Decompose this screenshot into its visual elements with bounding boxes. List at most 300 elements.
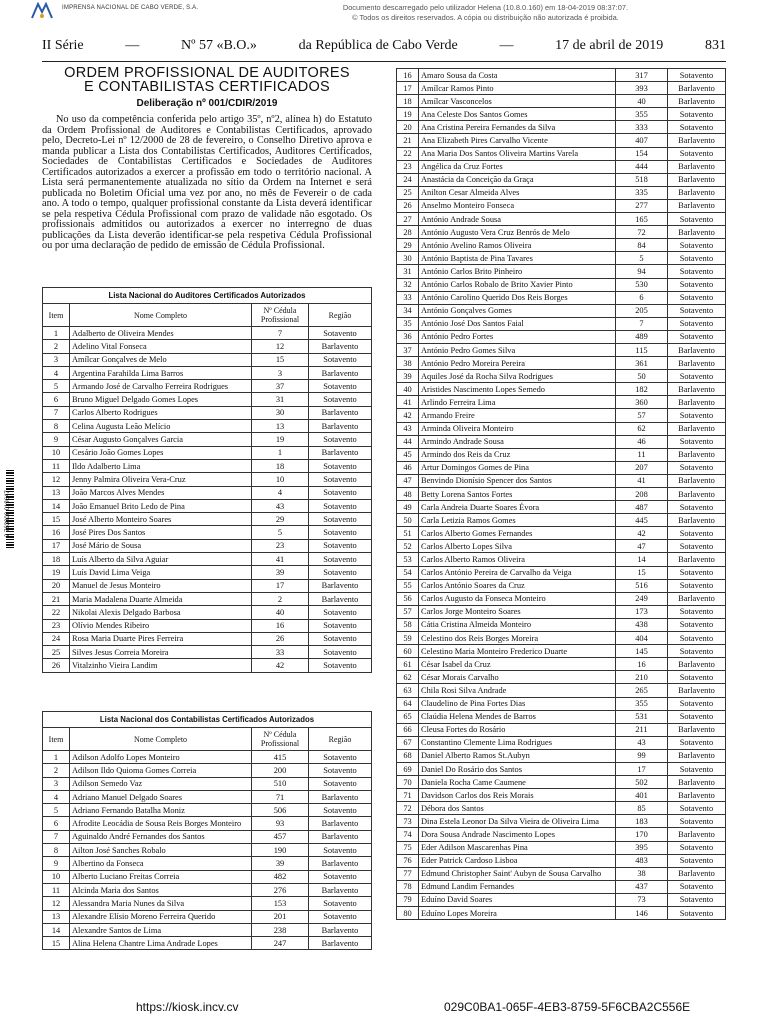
region: Barlavento: [309, 883, 372, 896]
card-number: 71: [252, 790, 309, 803]
region: Sotavento: [309, 380, 372, 393]
full-name: Daniela Rocha Came Caumene: [419, 776, 616, 789]
item-number: 57: [397, 605, 419, 618]
region: Sotavento: [309, 619, 372, 632]
card-number: 445: [616, 514, 668, 527]
table-row: [43, 420, 372, 433]
table-row: [43, 539, 372, 552]
table-row: [397, 108, 726, 121]
region: Barlavento: [309, 790, 372, 803]
card-number: 170: [616, 828, 668, 841]
item-number: 46: [397, 461, 419, 474]
table-row: [43, 473, 372, 486]
region: Sotavento: [668, 815, 726, 828]
table-row: [397, 82, 726, 95]
item-number: 54: [397, 566, 419, 579]
full-name: António Pedro Fortes: [419, 330, 616, 343]
region: Barlavento: [668, 776, 726, 789]
page-header: II Série — Nº 57 «B.O.» da República de Cabo Verde — 17 de abril de 2019 831: [42, 38, 726, 53]
full-name: Celestino dos Reis Borges Moreira: [419, 632, 616, 645]
full-name: Celina Augusta Leão Melício: [70, 420, 252, 433]
table-row: [397, 134, 726, 147]
item-number: 75: [397, 841, 419, 854]
table-row: [397, 658, 726, 671]
item-number: 21: [43, 592, 70, 605]
table-row: [397, 121, 726, 134]
table-row: [397, 841, 726, 854]
full-name: Carlos Alberto Lopes Silva: [419, 540, 616, 553]
region: Sotavento: [668, 108, 726, 121]
full-name: Dina Estela Leonor Da Silva Vieira de Oliveira Lima: [419, 815, 616, 828]
item-number: 70: [397, 776, 419, 789]
card-number: 395: [616, 841, 668, 854]
table-row: [397, 684, 726, 697]
table-row: [397, 409, 726, 422]
footer-url[interactable]: https://kiosk.incv.cv: [136, 1000, 239, 1014]
full-name: Adriano Fernando Batalha Moniz: [70, 804, 252, 817]
item-number: 35: [397, 317, 419, 330]
item-number: 2: [43, 340, 70, 353]
card-number: 42: [252, 659, 309, 672]
region: Barlavento: [309, 937, 372, 950]
full-name: Alessandra Maria Nunes da Silva: [70, 897, 252, 910]
region: Sotavento: [668, 893, 726, 906]
full-name: António Baptista de Pina Tavares: [419, 252, 616, 265]
card-number: 2: [252, 592, 309, 605]
full-name: Bruno Miguel Delgado Gomes Lopes: [70, 393, 252, 406]
item-number: 64: [397, 697, 419, 710]
card-number: 33: [252, 646, 309, 659]
card-number: 31: [252, 393, 309, 406]
full-name: Eder Adilson Mascarenhas Pina: [419, 841, 616, 854]
table-row: [397, 474, 726, 487]
item-number: 61: [397, 658, 419, 671]
table-caption: Lista Nacional do Auditores Certificados Autorizados: [43, 288, 372, 304]
region: Sotavento: [668, 802, 726, 815]
table-row: [43, 459, 372, 472]
full-name: Carlos Jorge Monteiro Soares: [419, 605, 616, 618]
table-row: [397, 618, 726, 631]
table-row: [397, 501, 726, 514]
table-row: [43, 366, 372, 379]
full-name: António José Dos Santos Faial: [419, 317, 616, 330]
full-name: Alberto Luciano Freitas Correia: [70, 870, 252, 883]
region: Barlavento: [668, 357, 726, 370]
table-row: [43, 553, 372, 566]
card-number: 3: [252, 366, 309, 379]
barcode-number: 2 763000 019647: [5, 490, 11, 537]
item-number: 79: [397, 893, 419, 906]
card-number: 153: [252, 897, 309, 910]
card-number: 46: [616, 435, 668, 448]
region: Sotavento: [668, 147, 726, 160]
full-name: Carlos Alberto Gomes Fernandes: [419, 527, 616, 540]
card-number: 335: [616, 186, 668, 199]
card-number: 457: [252, 830, 309, 843]
series: II Série: [42, 38, 84, 53]
region: Sotavento: [668, 501, 726, 514]
card-number: 154: [616, 147, 668, 160]
region: Barlavento: [668, 684, 726, 697]
region: Sotavento: [309, 646, 372, 659]
article-title: ORDEM PROFISSIONAL DE AUDITORES E CONTABILISTAS CERTIFICADOS: [64, 65, 350, 95]
region: Sotavento: [668, 854, 726, 867]
table-row: [397, 527, 726, 540]
full-name: Angélica da Cruz Fortes: [419, 160, 616, 173]
full-name: Anselmo Monteiro Fonseca: [419, 199, 616, 212]
card-number: 506: [252, 804, 309, 817]
card-number: 502: [616, 776, 668, 789]
region: Barlavento: [668, 186, 726, 199]
card-number: 333: [616, 121, 668, 134]
region: Sotavento: [668, 121, 726, 134]
region: Barlavento: [309, 446, 372, 459]
item-number: 9: [43, 433, 70, 446]
full-name: Edmund Landim Fernandes: [419, 880, 616, 893]
item-number: 11: [43, 883, 70, 896]
region: Barlavento: [668, 867, 726, 880]
card-number: 40: [252, 606, 309, 619]
full-name: Ailton José Sanches Robalo: [70, 844, 252, 857]
card-number: 415: [252, 751, 309, 764]
item-number: 13: [43, 486, 70, 499]
table-row: [397, 226, 726, 239]
region: Barlavento: [668, 199, 726, 212]
region: Barlavento: [309, 830, 372, 843]
table-row: [397, 540, 726, 553]
item-number: 36: [397, 330, 419, 343]
region: Barlavento: [309, 406, 372, 419]
table-row: [397, 867, 726, 880]
region: Sotavento: [309, 804, 372, 817]
item-number: 44: [397, 435, 419, 448]
card-number: 43: [252, 499, 309, 512]
table-row: [43, 380, 372, 393]
full-name: Afrodite Leocádia de Sousa Reis Borges Monteiro: [70, 817, 252, 830]
region: Barlavento: [309, 857, 372, 870]
full-name: José Mário de Sousa: [70, 539, 252, 552]
region: Sotavento: [309, 553, 372, 566]
card-number: 265: [616, 684, 668, 697]
card-number: 93: [252, 817, 309, 830]
full-name: Luís Alberto da Silva Aguiar: [70, 553, 252, 566]
table-row: [397, 239, 726, 252]
table-row: [43, 499, 372, 512]
region: Sotavento: [309, 473, 372, 486]
card-number: 6: [616, 291, 668, 304]
institution-name: IMPRENSA NACIONAL DE CABO VERDE, S.A.: [62, 5, 199, 11]
card-number: 5: [252, 526, 309, 539]
card-number: 17: [616, 762, 668, 775]
full-name: Eduíno Lopes Moreira: [419, 907, 616, 920]
item-number: 5: [43, 804, 70, 817]
table-row: [397, 605, 726, 618]
deliberation-number: Deliberação nº 001/CDIR/2019: [136, 98, 278, 109]
region: Barlavento: [668, 828, 726, 841]
card-number: 16: [616, 658, 668, 671]
item-number: 62: [397, 671, 419, 684]
region: Barlavento: [668, 160, 726, 173]
region: Barlavento: [668, 514, 726, 527]
region: Barlavento: [309, 592, 372, 605]
item-number: 80: [397, 907, 419, 920]
table-row: [43, 592, 372, 605]
full-name: Alcinda Maria dos Santos: [70, 883, 252, 896]
card-number: 360: [616, 396, 668, 409]
item-number: 18: [397, 95, 419, 108]
item-number: 1: [43, 327, 70, 340]
card-number: 145: [616, 645, 668, 658]
card-number: 438: [616, 618, 668, 631]
card-number: 205: [616, 304, 668, 317]
auditors-table: Lista Nacional do Auditores Certificados Autorizados Item Nome Completo Nº Cédula Profissional Região 1 Adalberto de Oliveira Mendes 7 Sotavento 2 Adelino Vital Fonseca 12 Barlavento 3 Amílcar Gonçalves de Melo 15 Sotavento 4 Argentina Farahilda Lima Barros 3 Barlavento 5 Armando José de Carvalho Ferreira Rodrigues 37 Sotavento 6 Bruno Miguel Delgado Gomes Lopes 31 Sotavento 7 Carlos Alberto Rodrigues 30 Barlavento 8 Celina Augusta Leão Melício 13 Barlavento 9 César Augusto Gonçalves Garcia 19 Sotavento 10 Cesário João Gomes Lopes 1 Barlavento 11 Ildo Adalberto Lima 18 Sotavento 12 Jenny Palmira Oliveira Vera-Cruz 10 Sotavento 13 João Marcos Alves Mendes 4 Sotavento 14 João Emanuel Brito Ledo de Pina 43 Sotavento 15 José Alberto Monteiro Soares 29 Sotavento 16 José Pires Dos Santos 5 Sotavento 17 José Mário de Sousa 23 Sotavento 18 Luís Alberto da Silva Aguiar 41 Sotavento 19 Luís David Lima Veiga 39 Sotavento 20 Manuel de Jesus Monteiro 17 Barlavento 21 Maria Madalena Duarte Almeida 2 Barlavento 22 Nikolai Alexis Delgado Barbosa 40 Sotavento 23 Olívio Mendes Ribeiro 16 Sotavento 24 Rosa Maria Duarte Pires Ferreira 26 Sotavento 25 Silves Jesus Correia Moreira 33 Sotavento 26 Vitalzinho Vieira Landim 42 Sotavento: [42, 287, 372, 673]
item-number: 5: [43, 380, 70, 393]
table-row: [43, 897, 372, 910]
download-notice: Documento descarregado pelo utilizador Helena (10.8.0.160) em 18-04-2019 08:37:07. © Todos os direitos reservados. A cópia ou distribuição não autorizada é proibida.: [342, 3, 628, 22]
item-number: 29: [397, 239, 419, 252]
region: Sotavento: [668, 278, 726, 291]
region: Sotavento: [668, 265, 726, 278]
card-number: 361: [616, 357, 668, 370]
full-name: António Augusto Vera Cruz Benrós de Melo: [419, 226, 616, 239]
region: Sotavento: [309, 499, 372, 512]
region: Sotavento: [309, 566, 372, 579]
item-number: 50: [397, 514, 419, 527]
full-name: António Carlos Robalo de Brito Xavier Pinto: [419, 278, 616, 291]
full-name: Amaro Sousa da Costa: [419, 69, 616, 82]
full-name: Claúdia Helena Mendes de Barros: [419, 710, 616, 723]
table-row: [43, 751, 372, 764]
table-row: [397, 907, 726, 920]
card-number: 487: [616, 501, 668, 514]
full-name: Carlos Alberto Rodrigues: [70, 406, 252, 419]
full-name: Nikolai Alexis Delgado Barbosa: [70, 606, 252, 619]
card-number: 19: [252, 433, 309, 446]
item-number: 74: [397, 828, 419, 841]
full-name: Aristides Nascimento Lopes Semedo: [419, 383, 616, 396]
item-number: 14: [43, 499, 70, 512]
table-row: [397, 357, 726, 370]
item-number: 66: [397, 723, 419, 736]
accountants-table: Lista Nacional dos Contabilistas Certificados Autorizados Item Nome Completo Nº Cédula Profissional Região 1 Adilson Adolfo Lopes Monteiro 415 Sotavento 2 Adilson Ildo Quioma Gomes Correia 200 Sotavento 3 Adilson Semedo Vaz 510 Sotavento 4 Adriano Manuel Delgado Soares 71 Barlavento 5 Adriano Fernando Batalha Moniz 506 Sotavento 6 Afrodite Leocádia de Sousa Reis Borges Monteiro 93 Barlavento 7 Aguinaldo André Fernandes dos Santos 457 Barlavento 8 Ailton José Sanches Robalo 190 Sotavento 9 Albertino da Fonseca 39 Barlavento 10 Alberto Luciano Freitas Correia 482 Sotavento 11 Alcinda Maria dos Santos 276 Barlavento 12 Alessandra Maria Nunes da Silva 153 Sotavento 13 Alexandre Elísio Moreno Ferreira Querido 201 Sotavento 14 Alexandre Santos de Lima 238 Barlavento 15 Alina Helena Chantre Lima Andrade Lopes 247 Barlavento: [42, 711, 372, 950]
item-number: 22: [397, 147, 419, 160]
card-number: 10: [252, 473, 309, 486]
region: Sotavento: [668, 841, 726, 854]
full-name: Jenny Palmira Oliveira Vera-Cruz: [70, 473, 252, 486]
full-name: João Marcos Alves Mendes: [70, 486, 252, 499]
table-row: [397, 645, 726, 658]
item-number: 38: [397, 357, 419, 370]
item-number: 25: [43, 646, 70, 659]
item-number: 20: [397, 121, 419, 134]
table-row: [397, 370, 726, 383]
full-name: Adelino Vital Fonseca: [70, 340, 252, 353]
full-name: Adilson Ildo Quioma Gomes Correia: [70, 764, 252, 777]
item-number: 73: [397, 815, 419, 828]
region: Sotavento: [309, 632, 372, 645]
item-number: 34: [397, 304, 419, 317]
item-number: 18: [43, 553, 70, 566]
item-number: 17: [43, 539, 70, 552]
full-name: Cleusa Fortes do Rosário: [419, 723, 616, 736]
item-number: 27: [397, 213, 419, 226]
full-name: João Emanuel Brito Ledo de Pina: [70, 499, 252, 512]
region: Sotavento: [309, 433, 372, 446]
item-number: 59: [397, 632, 419, 645]
full-name: Adriano Manuel Delgado Soares: [70, 790, 252, 803]
table-row: [43, 923, 372, 936]
table-caption: Lista Nacional dos Contabilistas Certificados Autorizados: [43, 712, 372, 728]
item-number: 7: [43, 830, 70, 843]
full-name: Alexandre Elísio Moreno Ferreira Querido: [70, 910, 252, 923]
card-number: 165: [616, 213, 668, 226]
full-name: César Isabel da Cruz: [419, 658, 616, 671]
card-number: 482: [252, 870, 309, 883]
item-number: 15: [43, 513, 70, 526]
card-number: 115: [616, 343, 668, 356]
item-number: 56: [397, 592, 419, 605]
region: Barlavento: [668, 383, 726, 396]
card-number: 183: [616, 815, 668, 828]
full-name: Artur Domingos Gomes de Pina: [419, 461, 616, 474]
table-row: [43, 433, 372, 446]
table-row: [43, 870, 372, 883]
item-number: 58: [397, 618, 419, 631]
full-name: Daniel Alberto Ramos St.Aubyn: [419, 749, 616, 762]
card-number: 404: [616, 632, 668, 645]
card-number: 1: [252, 446, 309, 459]
card-number: 26: [252, 632, 309, 645]
region: Sotavento: [668, 213, 726, 226]
item-number: 6: [43, 817, 70, 830]
table-row: [397, 252, 726, 265]
full-name: Anastácia da Conceição da Graça: [419, 173, 616, 186]
full-name: Carlos António Soares da Cruz: [419, 579, 616, 592]
card-number: 401: [616, 789, 668, 802]
table-row: [397, 69, 726, 82]
full-name: António Carolino Querido Dos Reis Borges: [419, 291, 616, 304]
item-number: 4: [43, 366, 70, 379]
full-name: Olívio Mendes Ribeiro: [70, 619, 252, 632]
full-name: Carla Andreia Duarte Soares Évora: [419, 501, 616, 514]
table-row: [397, 802, 726, 815]
region: Sotavento: [668, 697, 726, 710]
full-name: Carlos Augusto da Fonseca Monteiro: [419, 592, 616, 605]
card-number: 530: [616, 278, 668, 291]
item-number: 68: [397, 749, 419, 762]
item-number: 71: [397, 789, 419, 802]
card-number: 17: [252, 579, 309, 592]
full-name: Ildo Adalberto Lima: [70, 459, 252, 472]
table-row: [397, 893, 726, 906]
full-name: Silves Jesus Correia Moreira: [70, 646, 252, 659]
item-number: 55: [397, 579, 419, 592]
table-row: [43, 632, 372, 645]
region: Sotavento: [668, 317, 726, 330]
region: Barlavento: [668, 474, 726, 487]
article-body: No uso da competência conferida pelo artigo 35º, nº2, alínea h) do Estatuto da Ordem Profissional de Auditores e Contabilistas Certificados, aprovado pelo, Decreto-Lei nº 12/2000 de 28 de fevereiro, o Conselho Diretivo aprova e manda publicar a Lista dos Contabilistas Certificados, Auditores Certificados, Sociedades de Contabilistas Certificados e Sociedades de Auditores Certificados autorizados a exercer a profissão em todo o território nacional. A Lista será permanentemente atualizada no sítio da Ordem na Internet e será publicada no Boletim Oficial uma vez por ano, no mês de Fevereir o de cada ano. A todo o tempo, qualquer profissional constante da Lista deverá identificar se pela respetiva Cédula Profissional com prazo de validade não esgotado. Os profissionais admitidos ou autorizados a exercer no interregno de duas publicações da Lista deverão identificar-se pela respetiva Cédula Profissional ou por uma declaração de pedido de emissão de Cédula Profissional.: [42, 114, 372, 251]
region: Barlavento: [668, 226, 726, 239]
region: Sotavento: [668, 330, 726, 343]
table-row: [397, 422, 726, 435]
full-name: Armando José de Carvalho Ferreira Rodrigues: [70, 380, 252, 393]
region: Sotavento: [668, 370, 726, 383]
region: Sotavento: [668, 566, 726, 579]
card-number: 182: [616, 383, 668, 396]
full-name: Armindo Andrade Sousa: [419, 435, 616, 448]
table-row: [397, 697, 726, 710]
table-row: [397, 749, 726, 762]
card-number: 73: [616, 893, 668, 906]
region: Sotavento: [309, 897, 372, 910]
card-number: 247: [252, 937, 309, 950]
item-number: 40: [397, 383, 419, 396]
region: Barlavento: [309, 923, 372, 936]
full-name: Argentina Farahilda Lima Barros: [70, 366, 252, 379]
full-name: Ana Elizabeth Pires Carvalho Vicente: [419, 134, 616, 147]
card-number: 531: [616, 710, 668, 723]
table-row: [43, 659, 372, 672]
card-number: 23: [252, 539, 309, 552]
region: Sotavento: [668, 409, 726, 422]
item-number: 28: [397, 226, 419, 239]
card-number: 37: [252, 380, 309, 393]
region: Barlavento: [309, 817, 372, 830]
table-row: [43, 393, 372, 406]
region: Barlavento: [668, 553, 726, 566]
full-name: Aguinaldo André Fernandes dos Santos: [70, 830, 252, 843]
full-name: Carla Letizia Ramos Gomes: [419, 514, 616, 527]
table-row: [43, 526, 372, 539]
table-row: [397, 789, 726, 802]
full-name: Claudelino de Pina Fortes Dias: [419, 697, 616, 710]
item-number: 47: [397, 474, 419, 487]
table-row: [397, 265, 726, 278]
card-number: 437: [616, 880, 668, 893]
table-row: [397, 213, 726, 226]
full-name: Ana Celeste Dos Santos Gomes: [419, 108, 616, 121]
table-row: [397, 330, 726, 343]
table-row: [43, 513, 372, 526]
item-number: 10: [43, 870, 70, 883]
full-name: Carlos António Pereira de Carvalho da Veiga: [419, 566, 616, 579]
item-number: 19: [397, 108, 419, 121]
full-name: António Carlos Brito Pinheiro: [419, 265, 616, 278]
region: Barlavento: [668, 749, 726, 762]
region: Sotavento: [309, 606, 372, 619]
issue-date: 17 de abril de 2019: [555, 38, 664, 53]
table-row: [43, 446, 372, 459]
item-number: 19: [43, 566, 70, 579]
region: Sotavento: [668, 304, 726, 317]
item-number: 45: [397, 448, 419, 461]
table-row: [397, 592, 726, 605]
item-number: 31: [397, 265, 419, 278]
item-number: 1: [43, 751, 70, 764]
card-number: 317: [616, 69, 668, 82]
card-number: 39: [252, 566, 309, 579]
full-name: António Pedro Moreira Pereira: [419, 357, 616, 370]
table-row: [43, 579, 372, 592]
item-number: 60: [397, 645, 419, 658]
table-row: [397, 317, 726, 330]
item-number: 23: [397, 160, 419, 173]
table-row: [397, 815, 726, 828]
table-row: [397, 553, 726, 566]
card-number: 11: [616, 448, 668, 461]
item-number: 20: [43, 579, 70, 592]
item-number: 52: [397, 540, 419, 553]
